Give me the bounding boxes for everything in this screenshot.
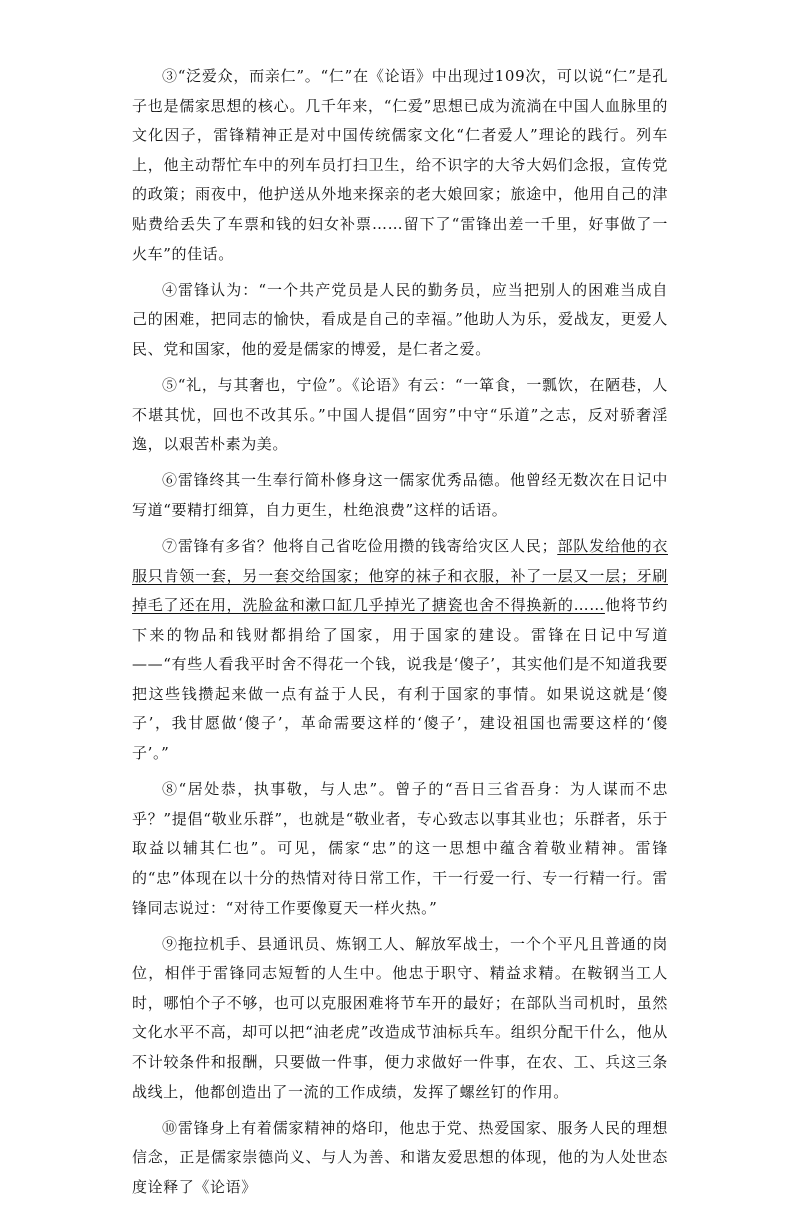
paragraph-text: ⑥雷锋终其一生奉行简朴修身这一儒家优秀品德。他曾经无数次在日记中写道“要精打细算，自力更生，杜绝浪费”这样的话语。	[132, 471, 668, 519]
paragraph-text: ⑤“礼，与其奢也，宁俭”。《论语》有云：“一箪食，一瓢饮，在陋巷，人不堪其忧，回也不改其乐。”中国人提倡“固穷”中守“乐道”之志，反对骄奢淫逸，以艰苦朴素为美。	[132, 375, 668, 454]
paragraph-p9	[132, 930, 668, 1108]
paragraph-p8	[132, 775, 668, 923]
underlined-text: 部队发给他的衣服只肯领一套，另一套交给国家；他穿的袜子和衣服，补了一层又一层；牙刷掉毛了还在用，洗脸盆和漱口缸几乎掉光了搪瓷也舍不得换新的……	[132, 536, 668, 615]
paragraph-text: ⑧“居处恭，执事敬，与人忠”。曾子的“吾日三省吾身：为人谋而不忠乎？”提倡“敬业乐群”，也就是“敬业者，专心致志以事其业也；乐群者，乐于取益以辅其仁也”。可见，儒家“忠”的这一思想中蕴含着敬业精神。雷锋的“忠”体现在以十分的热情对待日常工作，干一行爱一行、专一行精一行。雷锋同志说过：“对待工作要像夏天一样火热。”	[132, 780, 668, 917]
paragraph-text: ④雷锋认为：“一个共产党员是人民的勤务员，应当把别人的困难当成自己的困难，把同志的愉快，看成是自己的幸福。”他助人为乐，爱战友，更爱人民、党和国家，他的爱是儒家的博爱，是仁者之爱。	[132, 280, 668, 358]
paragraph-p3	[132, 62, 668, 269]
paragraph-p10	[132, 1114, 668, 1203]
paragraph-p5	[132, 371, 668, 460]
paragraph-text: 他将节约下来的物品和钱财都捐给了国家，用于国家的建设。雷锋在日记中写道——“有些人看我平时舍不得花一个钱，说我是‘傻子’，其实他们是不知道我要把这些钱攒起来做一点有益于人民，有利于国家的事情。如果说这就是‘傻子’，我甘愿做‘傻子’，革命需要这样的‘傻子’，建设祖国也需要这样的‘傻子’。”	[132, 596, 668, 763]
paragraph-text: ⑩雷锋身上有着儒家精神的烙印，他忠于党、热爱国家、服务人民的理想信念，正是儒家崇德尚义、与人为善、和谐友爱思想的体现，他的为人处世态度诠释了《论语》	[132, 1118, 668, 1196]
paragraph-text: ③“泛爱众，而亲仁”。“仁”在《论语》中出现过109次，可以说“仁”是孔子也是儒家思想的核心。几千年来，“仁爱”思想已成为流淌在中国人血脉里的文化因子，雷锋精神正是对中国传统儒家文化“仁者爱人”理论的践行。列车上，他主动帮忙车中的列车员打扫卫生，给不识字的大爷大妈们念报，宣传党的政策；雨夜中，他护送从外地来探亲的老大娘回家；旅途中，他用自己的津贴费给丢失了车票和钱的妇女补票……留下了“雷锋出差一千里，好事做了一火车”的佳话。	[132, 67, 668, 263]
paragraph-text: ⑦雷锋有多省？他将自己省吃俭用攒的钱寄给灾区人民；	[162, 536, 558, 555]
paragraph-p4	[132, 276, 668, 365]
paragraph-text: ⑨拖拉机手、县通讯员、炼钢工人、解放军战士，一个个平凡且普通的岗位，相伴于雷锋同志短暂的人生中。他忠于职守、精益求精。在鞍钢当工人时，哪怕个子不够，也可以克服困难将节车开的最好；在部队当司机时，虽然文化水平不高，却可以把“油老虎”改造成节油标兵车。组织分配干什么，他从不计较条件和报酬，只要做一件事，便力求做好一件事，在农、工、兵这三条战线上，他都创造出了一流的工作成绩，发挥了螺丝钉的作用。	[132, 934, 668, 1101]
paragraph-p6	[132, 466, 668, 525]
article-body	[132, 62, 668, 1209]
paragraph-p7	[132, 532, 668, 769]
